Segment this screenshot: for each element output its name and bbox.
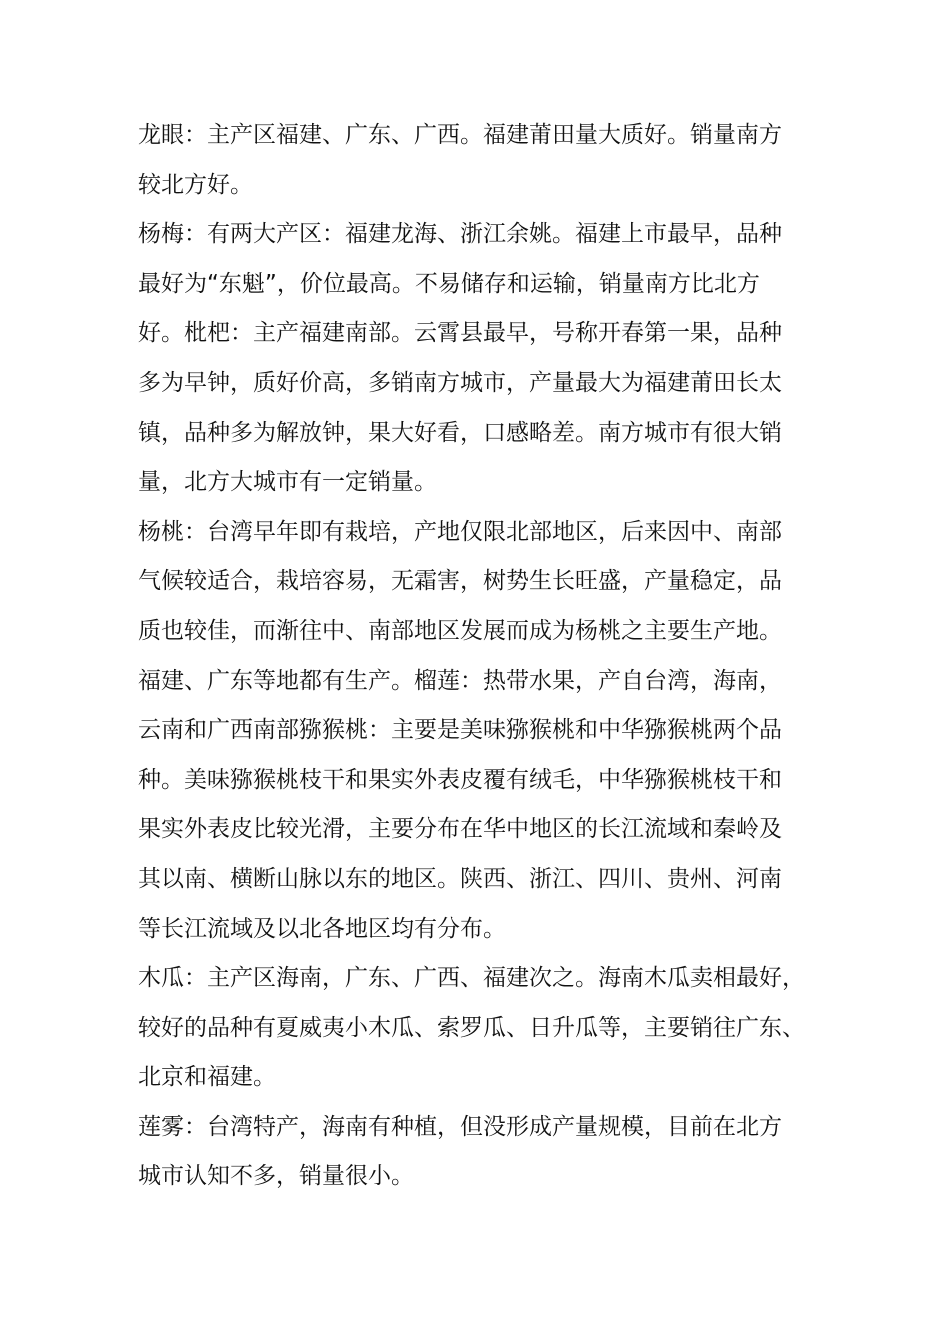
text-line: 龙眼：主产区福建、广东、广西。福建莆田量大质好。销量南方 [138,122,782,148]
text-line: 量，北方大城市有一定销量。 [138,469,437,496]
text-line: 福建、广东等地都有生产。榴莲：热带水果，产自台湾，海南， [138,667,782,694]
text-line: 木瓜：主产区海南，广东、广西、福建次之。海南木瓜卖相最好， [138,965,805,992]
text-line: 较好的品种有夏威夷小木瓜、索罗瓜、日升瓜等，主要销往广东、 [138,1014,805,1041]
text-line: 杨梅：有两大产区：福建龙海、浙江余姚。福建上市最早，品种 [138,221,782,248]
text-line: 果实外表皮比较光滑，主要分布在华中地区的长江流域和秦岭及 [138,816,782,843]
body-text [138,111,818,1202]
text-line: 杨桃：台湾早年即有栽培，产地仅限北部地区，后来因中、南部 [138,518,782,545]
text-line: 最好为“东魁”，价位最高。不易储存和运输，销量南方比北方 [138,270,760,297]
text-line: 北京和福建。 [138,1064,276,1091]
text-line: 种。美味猕猴桃枝干和果实外表皮覆有绒毛，中华猕猴桃枝干和 [138,766,782,793]
text-line: 云南和广西南部猕猴桃：主要是美味猕猴桃和中华猕猴桃两个品 [138,717,782,744]
text-line: 较北方好。 [138,171,253,198]
text-line: 气候较适合，栽培容易，无霜害，树势生长旺盛，产量稳定，品 [138,568,782,595]
text-line: 等长江流域及以北各地区均有分布。 [138,915,506,942]
text-line: 镇，品种多为解放钟，果大好看，口感略差。南方城市有很大销 [138,419,782,446]
text-line: 多为早钟，质好价高，多销南方城市，产量最大为福建莆田长太 [138,369,782,396]
text-line: 好。枇杷：主产福建南部。云霄县最早，号称开春第一果，品种 [138,320,782,347]
text-line: 城市认知不多，销量很小。 [138,1163,414,1190]
text-line: 其以南、横断山脉以东的地区。陕西、浙江、四川、贵州、河南 [138,865,782,892]
text-line: 质也较佳，而渐往中、南部地区发展而成为杨桃之主要生产地。 [138,617,782,644]
text-line: 莲雾：台湾特产，海南有种植，但没形成产量规模，目前在北方 [138,1113,782,1140]
